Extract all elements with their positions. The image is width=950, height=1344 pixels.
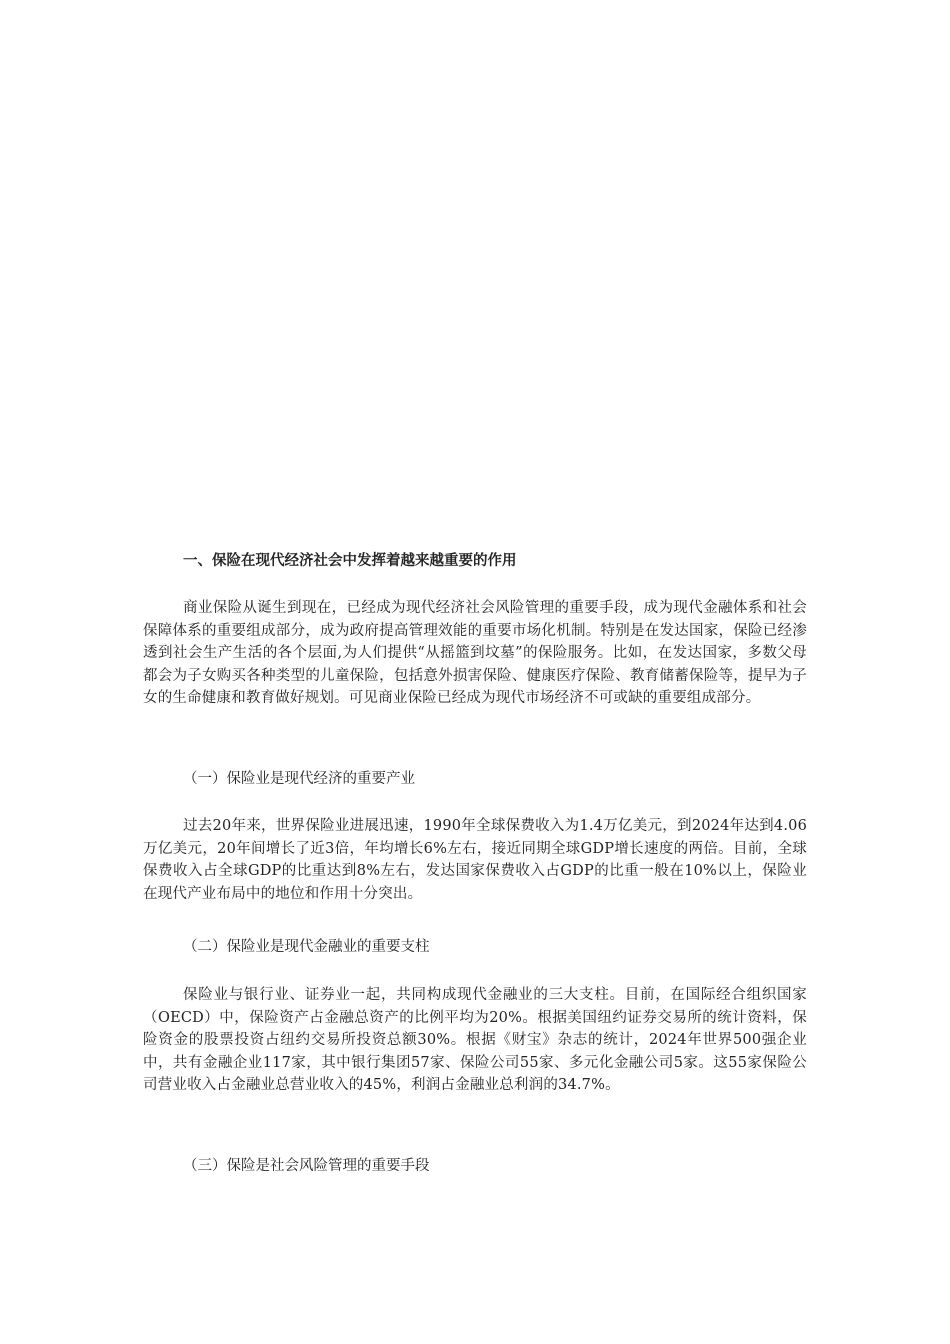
subsection-title-1: （一）保险业是现代经济的重要产业 xyxy=(183,771,415,787)
section-heading: 一、保险在现代经济社会中发挥着越来越重要的作用 xyxy=(183,553,517,569)
subsection-paragraph-2: 保险业与银行业、证券业一起，共同构成现代金融业的三大支柱。目前，在国际经合组织国家（OECD）中，保险资产占金融总资产的比例平均为20%。根据美国纽约证券交易所的统计资料，保险资金的股票投资占纽约交易所投资总额30%。根据《财宝》杂志的统计，2024年世界500强企业中，共有金融企业117家，其中银行集团57家、保险公司55家、多元化金融公司5家。这55家保险公司营业收入占金融业总营业收入的45%，利润占金融业总利润的34.7%。 xyxy=(143,987,807,1093)
intro-paragraph: 商业保险从诞生到现在，已经成为现代经济社会风险管理的重要手段，成为现代金融体系和社会保障体系的重要组成部分，成为政府提高管理效能的重要市场化机制。特别是在发达国家，保险已经渗透到社会生产生活的各个层面,为人们提供“从摇篮到坟墓”的保险服务。比如，在发达国家，多数父母都会为子女购买各种类型的儿童保险，包括意外损害保险、健康医疗保险、教育储蓄保险等，提早为子女的生命健康和教育做好规划。可见商业保险已经成为现代市场经济不可或缺的重要组成部分。 xyxy=(143,600,807,706)
subsection-paragraph-1: 过去20年来，世界保险业进展迅速，1990年全球保费收入为1.4万亿美元，到2024年达到4.06万亿美元，20年间增长了近3倍，年均增长6%左右，接近同期全球GDP增长速度的两倍。目前，全球保费收入占全球GDP的比重达到8%左右，发达国家保费收入占GDP的比重一般在10%以上，保险业在现代产业布局中的地位和作用十分突出。 xyxy=(143,818,807,902)
subsection-title-3: （三）保险是社会风险管理的重要手段 xyxy=(183,1158,430,1174)
subsection-title-2: （二）保险业是现代金融业的重要支柱 xyxy=(183,939,430,955)
